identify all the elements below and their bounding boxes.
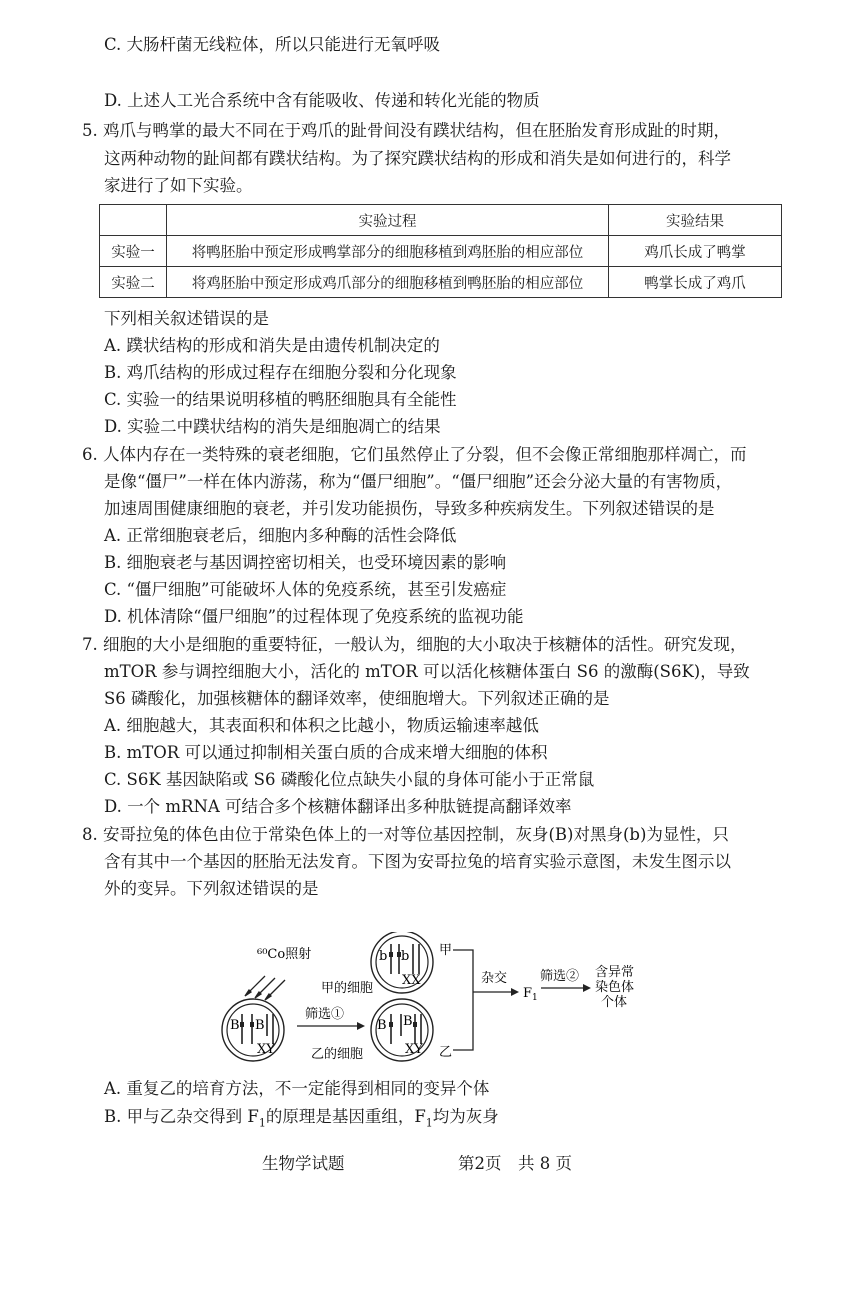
table-row bbox=[100, 267, 782, 298]
table-cell: 鸡爪长成了鸭掌 bbox=[609, 236, 782, 267]
original-cell bbox=[222, 999, 284, 1061]
q5-option-a: A. 蹼状结构的形成和消失是由遗传机制决定的 bbox=[104, 336, 440, 355]
footer-page-number: 第2页 共 8 页 bbox=[458, 1154, 572, 1173]
gene-label: B bbox=[377, 1018, 387, 1033]
table-header-cell: 实验结果 bbox=[609, 205, 782, 236]
cell-yi-label: 乙的细胞 bbox=[311, 1047, 364, 1062]
q4-option-d: D. 上述人工光合系统中含有能吸收、传递和转化光能的物质 bbox=[104, 91, 540, 110]
cell-jia-label: 甲的细胞 bbox=[321, 981, 374, 996]
q5-stem-line-3: 家进行了如下实验。 bbox=[104, 176, 253, 195]
table-cell: 将鸡胚胎中预定形成鸡爪部分的细胞移植到鸭胚胎的相应部位 bbox=[167, 267, 609, 298]
q7-option-c: C. S6K 基因缺陷或 S6 磷酸化位点缺失小鼠的身体可能小于正常鼠 bbox=[104, 770, 595, 789]
q8-stem-line-3: 外的变异。下列叙述错误的是 bbox=[104, 879, 319, 898]
cell-jia bbox=[371, 932, 433, 993]
gene-label: B bbox=[255, 1018, 265, 1033]
gene-label: B bbox=[230, 1018, 240, 1033]
q6-stem-line-2: 是像“僵尸”一样在体内游荡，称为“僵尸细胞”。“僵尸细胞”还会分泌大量的有害物质， bbox=[104, 472, 733, 491]
screen2-label: 筛选② bbox=[540, 969, 580, 984]
q8-option-b: B. 甲与乙杂交得到 $F_1$的原理是基因重组，$F_1$均为灰身 bbox=[104, 1107, 499, 1130]
q7-option-b: B. mTOR 可以通过抑制相关蛋白质的合成来增大细胞的体积 bbox=[104, 743, 548, 762]
result-label-line: 染色体 bbox=[595, 980, 635, 995]
cross-bracket bbox=[453, 950, 517, 1050]
q4-option-c: C. 大肠杆菌无线粒体，所以只能进行无氧呼吸 bbox=[104, 35, 441, 54]
table-header-row bbox=[100, 205, 782, 236]
table-cell: 实验二 bbox=[100, 267, 167, 298]
radiation-label: ⁶⁰Co照射 bbox=[257, 947, 312, 962]
q7-option-a: A. 细胞越大，其表面积和体积之比越小，物质运输速率越低 bbox=[104, 716, 539, 735]
q8-option-a: A. 重复乙的培育方法，不一定能得到相同的变异个体 bbox=[104, 1079, 490, 1098]
gene-label: b bbox=[379, 949, 388, 964]
q7-stem-line-3: S6 磷酸化，加强核糖体的翻译效率，使细胞增大。下列叙述正确的是 bbox=[104, 689, 610, 708]
q8-stem-line-2: 含有其中一个基因的胚胎无法发育。下图为安哥拉兔的培育实验示意图，未发生图示以 bbox=[104, 852, 731, 871]
result-label-line: 个体 bbox=[601, 995, 628, 1010]
yi-label: 乙 bbox=[439, 1045, 453, 1060]
table-header-cell: 实验过程 bbox=[167, 205, 609, 236]
table-cell: 鸭掌长成了鸡爪 bbox=[609, 267, 782, 298]
q7-option-d: D. 一个 mRNA 可结合多个核糖体翻译出多种肽链提高翻译效率 bbox=[104, 797, 572, 816]
table-row bbox=[100, 236, 782, 267]
q6-option-d: D. 机体清除“僵尸细胞”的过程体现了免疫系统的监视功能 bbox=[104, 607, 524, 626]
sex-chromosome-label: XY bbox=[257, 1042, 275, 1057]
q6-option-b: B. 细胞衰老与基因调控密切相关，也受环境因素的影响 bbox=[104, 553, 507, 572]
q8-stem-line-1: 8. 安哥拉兔的体色由位于常染色体上的一对等位基因控制，灰身(B)对黑身(b)为显性，只 bbox=[82, 825, 729, 844]
table-header-cell bbox=[100, 205, 167, 236]
experiment-table bbox=[99, 204, 782, 298]
footer-subject: 生物学试题 bbox=[262, 1154, 345, 1173]
cross-label: 杂交 bbox=[481, 971, 508, 986]
screen1-label: 筛选① bbox=[305, 1007, 345, 1022]
q5-option-c: C. 实验一的结果说明移植的鸭胚细胞具有全能性 bbox=[104, 390, 457, 409]
q5-option-b: B. 鸡爪结构的形成过程存在细胞分裂和分化现象 bbox=[104, 363, 457, 382]
q7-stem-line-2: mTOR 参与调控细胞大小，活化的 mTOR 可以活化核糖体蛋白 S6 的激酶(S6K)，导致 bbox=[104, 662, 750, 681]
sex-chromosome-label: XY bbox=[405, 1042, 423, 1057]
sex-chromosome-label: XX bbox=[402, 973, 421, 988]
q6-stem-line-3: 加速周围健康细胞的衰老，并引发功能损伤，导致多种疾病发生。下列叙述错误的是 bbox=[104, 499, 715, 518]
cell-yi bbox=[371, 999, 433, 1061]
q5-stem-line-1: 5. 鸡爪与鸭掌的最大不同在于鸡爪的趾骨间没有蹼状结构，但在胚胎发育形成趾的时期， bbox=[82, 121, 730, 140]
jia-label: 甲 bbox=[439, 943, 453, 958]
gene-label: B bbox=[403, 1014, 413, 1029]
f1-label: $F_1$ bbox=[523, 986, 538, 1003]
q6-option-a: A. 正常细胞衰老后，细胞内多种酶的活性会降低 bbox=[104, 526, 457, 545]
breeding-diagram bbox=[215, 932, 665, 1067]
q5-prompt: 下列相关叙述错误的是 bbox=[104, 309, 269, 328]
radiation-arrows bbox=[245, 976, 285, 1000]
table-cell: 实验一 bbox=[100, 236, 167, 267]
q7-stem-line-1: 7. 细胞的大小是细胞的重要特征，一般认为，细胞的大小取决于核糖体的活性。研究发现， bbox=[82, 635, 747, 654]
gene-label: b bbox=[401, 949, 410, 964]
q6-stem-line-1: 6. 人体内存在一类特殊的衰老细胞，它们虽然停止了分裂，但不会像正常细胞那样凋亡，而 bbox=[82, 445, 747, 464]
table-cell: 将鸭胚胎中预定形成鸭掌部分的细胞移植到鸡胚胎的相应部位 bbox=[167, 236, 609, 267]
q5-option-d: D. 实验二中蹼状结构的消失是细胞凋亡的结果 bbox=[104, 417, 441, 436]
q6-option-c: C. “僵尸细胞”可能破坏人体的免疫系统，甚至引发癌症 bbox=[104, 580, 507, 599]
result-label-line: 含异常 bbox=[595, 965, 635, 980]
q5-stem-line-2: 这两种动物的趾间都有蹼状结构。为了探究蹼状结构的形成和消失是如何进行的，科学 bbox=[104, 149, 731, 168]
